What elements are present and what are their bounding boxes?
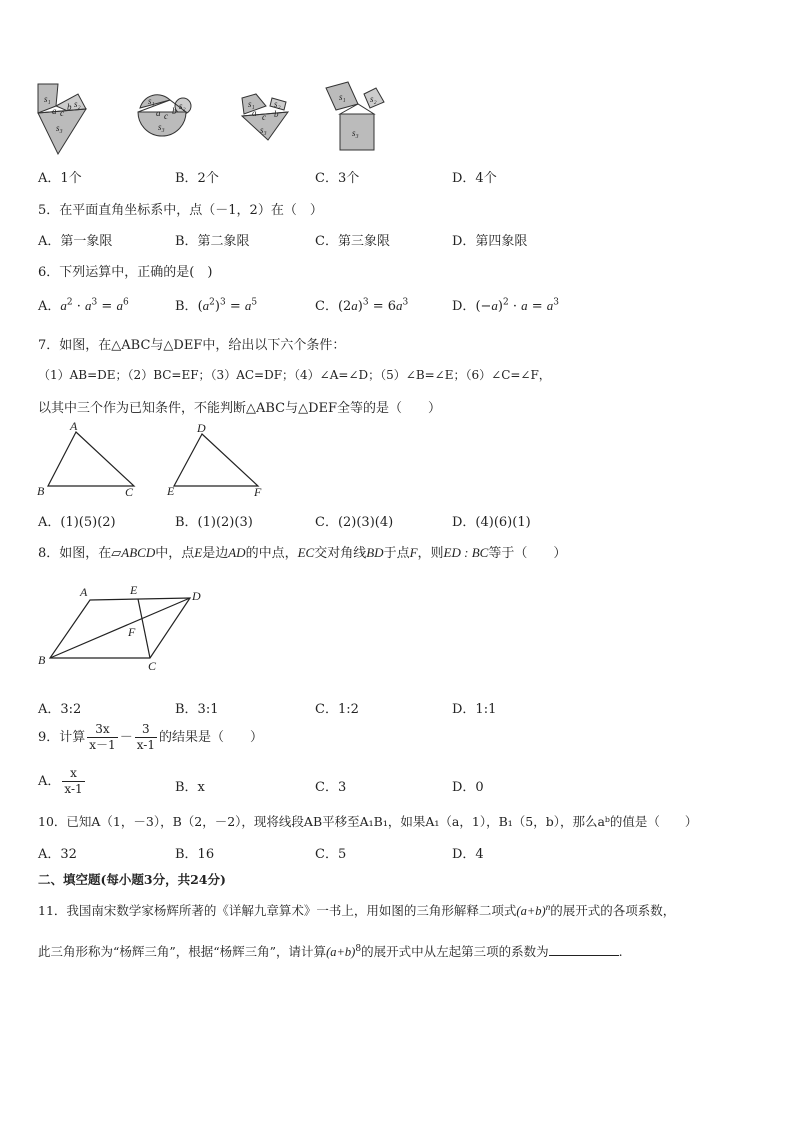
label-s3: s₃ xyxy=(352,128,359,138)
q7-stem: 7．如图，在△ABC与△DEF中，给出以下六个条件： xyxy=(38,338,346,353)
q5-option-d: D．第四象限 xyxy=(452,234,528,249)
q4-option-b: B．2个 xyxy=(175,171,219,186)
q10-option-a: A．32 xyxy=(38,847,77,862)
q10-stem: 10．已知A（1，－3），B（2，－2），现将线段AB平移至A₁B₁，如果A₁（a，1），B₁（5，b），那么aᵇ的值是（ ） xyxy=(38,814,698,829)
q4-option-d: D．4个 xyxy=(452,171,497,186)
q9-option-a xyxy=(38,766,87,797)
denominator: x-1 xyxy=(136,738,155,752)
label-A: A xyxy=(80,585,88,599)
q8-option-d: D．1:1 xyxy=(452,702,497,717)
option-letter: B． xyxy=(175,299,198,314)
option-letter: A． xyxy=(38,299,61,314)
q9-fraction-1 xyxy=(87,722,117,753)
label-s1: s₁ xyxy=(44,94,51,104)
q11-expression: (a+b) xyxy=(326,945,356,959)
q5-option-a: A．第一象限 xyxy=(38,234,113,249)
label-c: c xyxy=(60,108,64,118)
label-D: D xyxy=(192,589,201,603)
q7-conditions: （1）AB=DE；（2）BC=EF；（3）AC=DF；（4）∠A=∠D；（5）∠B=∠E；（6）∠C=∠F， xyxy=(38,368,551,382)
q8-var: EC xyxy=(297,545,315,560)
q11-text: . xyxy=(618,944,623,959)
label-F: F xyxy=(254,485,262,499)
q5-stem: 5．在平面直角坐标系中，点（－1，2）在（ ） xyxy=(38,203,323,218)
q6-option-a: A．$a^2 \cdot a^3 = a^6$ xyxy=(38,297,129,314)
q6-stem: 6．下列运算中，正确的是( ) xyxy=(38,265,213,280)
label-s2: s₂ xyxy=(179,101,186,111)
minus-sign: － xyxy=(119,730,133,745)
option-letter: C． xyxy=(315,299,338,314)
label-s1: s₁ xyxy=(148,96,155,106)
label-E: E xyxy=(130,583,138,597)
q10-option-c: C．5 xyxy=(315,847,347,862)
q11-text: 的展开式中从左起第三项的系数为 xyxy=(361,944,549,959)
q9-option-a-fraction xyxy=(62,766,84,797)
answer-blank[interactable] xyxy=(549,943,619,956)
q8-shape: ▱ABCD xyxy=(111,545,156,560)
q8-stem xyxy=(38,542,566,561)
q11-line-2 xyxy=(38,942,623,960)
label-s1: s₁ xyxy=(339,92,346,102)
q8-option-b: B．3:1 xyxy=(175,702,219,717)
numerator: 3x xyxy=(87,722,117,738)
q10-option-b: B．16 xyxy=(175,847,215,862)
label-b: b xyxy=(274,109,279,119)
q8-text: 的中点， xyxy=(245,546,298,561)
label-s2: s₂ xyxy=(274,99,281,109)
numerator: 3 xyxy=(135,722,157,738)
q10-option-d: D．4 xyxy=(452,847,484,862)
q8-text: 交对角线 xyxy=(314,546,367,561)
q9-stem xyxy=(38,722,263,753)
label-B: B xyxy=(37,484,45,498)
q9-text: 9．计算 xyxy=(38,730,86,745)
section-title: 二、填空题(每小题3分，共24分) xyxy=(38,872,226,887)
label-a: a xyxy=(252,108,257,118)
q11-expression: (a+b) xyxy=(516,904,546,918)
label-s3: s₃ xyxy=(56,123,63,133)
label-s2: s₂ xyxy=(370,94,377,104)
q5-option-b: B．第二象限 xyxy=(175,234,250,249)
q4-figures xyxy=(30,76,400,162)
label-F: F xyxy=(128,625,136,639)
q8-option-c: C．1:2 xyxy=(315,702,359,717)
q4-figure-4 xyxy=(326,82,384,150)
q6-option-b: B．$(a^2)^3 = a^5$ xyxy=(175,297,258,314)
label-E: E xyxy=(167,484,175,498)
q7-option-a: A．(1)(5)(2) xyxy=(38,515,116,530)
q8-text: 8．如图，在 xyxy=(38,546,112,561)
q8-figure xyxy=(34,578,214,670)
label-C: C xyxy=(125,485,134,499)
q8-var: AD xyxy=(228,545,246,560)
q8-var: E xyxy=(194,545,203,560)
label-c: c xyxy=(262,112,266,122)
q9-option-d: D．0 xyxy=(452,780,484,795)
q11-line-1 xyxy=(38,901,675,919)
label-s1: s₁ xyxy=(248,99,255,109)
q7-option-c: C．(2)(3)(4) xyxy=(315,515,394,530)
label-B: B xyxy=(38,653,46,667)
label-D: D xyxy=(197,421,206,435)
label-c: c xyxy=(164,111,168,121)
q6-option-d: D．$(-a)^2 \cdot a = a^3$ xyxy=(452,297,560,314)
denominator: x－1 xyxy=(89,738,116,752)
q8-text: 是边 xyxy=(202,546,229,561)
q9-option-c: C．3 xyxy=(315,780,347,795)
label-b: b xyxy=(172,106,177,116)
denominator: x-1 xyxy=(64,782,83,796)
q8-var: BD xyxy=(366,545,384,560)
label-A: A xyxy=(70,420,78,433)
q8-text: ，则 xyxy=(417,546,444,561)
label-s3: s₃ xyxy=(260,125,267,135)
option-letter: D． xyxy=(452,299,476,314)
q4-option-c: C．3个 xyxy=(315,171,360,186)
option-letter: A． xyxy=(38,774,61,789)
numerator: x xyxy=(62,766,84,782)
q11-exponent: n xyxy=(545,901,551,912)
q8-text: 于点 xyxy=(383,546,410,561)
label-a: a xyxy=(156,108,161,118)
q9-fraction-2 xyxy=(135,722,157,753)
label-a: a xyxy=(52,106,57,116)
q8-option-a: A．3:2 xyxy=(38,702,82,717)
q9-option-b: B．x xyxy=(175,780,205,795)
q11-text: 此三角形称为“杨辉三角”，根据“杨辉三角”，请计算 xyxy=(38,944,327,959)
q5-option-c: C．第三象限 xyxy=(315,234,390,249)
q7-option-b: B．(1)(2)(3) xyxy=(175,515,253,530)
q11-exponent: 8 xyxy=(355,943,362,954)
q8-text: 中，点 xyxy=(155,546,195,561)
q8-text: 等于（ ） xyxy=(488,546,567,561)
q11-text: 11．我国南宋数学家杨辉所著的《详解九章算术》一书上，用如图的三角形解释二项式 xyxy=(38,903,517,918)
q9-text: 的结果是（ ） xyxy=(158,730,263,745)
q11-text: 的展开式的各项系数， xyxy=(550,903,676,918)
q6-option-c: C．$(2a)^3 = 6a^3$ xyxy=(315,297,409,314)
label-s3: s₃ xyxy=(158,122,165,132)
label-C: C xyxy=(148,659,157,670)
q7-figure xyxy=(34,420,274,502)
q8-var: F xyxy=(409,545,418,560)
q7-question: 以其中三个作为已知条件，不能判断△ABC与△DEF全等的是（ ） xyxy=(38,401,442,416)
label-b: b xyxy=(67,102,72,112)
q4-option-a: A．1个 xyxy=(38,171,82,186)
label-s2: s₂ xyxy=(74,99,81,109)
q7-option-d: D．(4)(6)(1) xyxy=(452,515,531,530)
q8-ratio: ED : BC xyxy=(443,545,489,560)
